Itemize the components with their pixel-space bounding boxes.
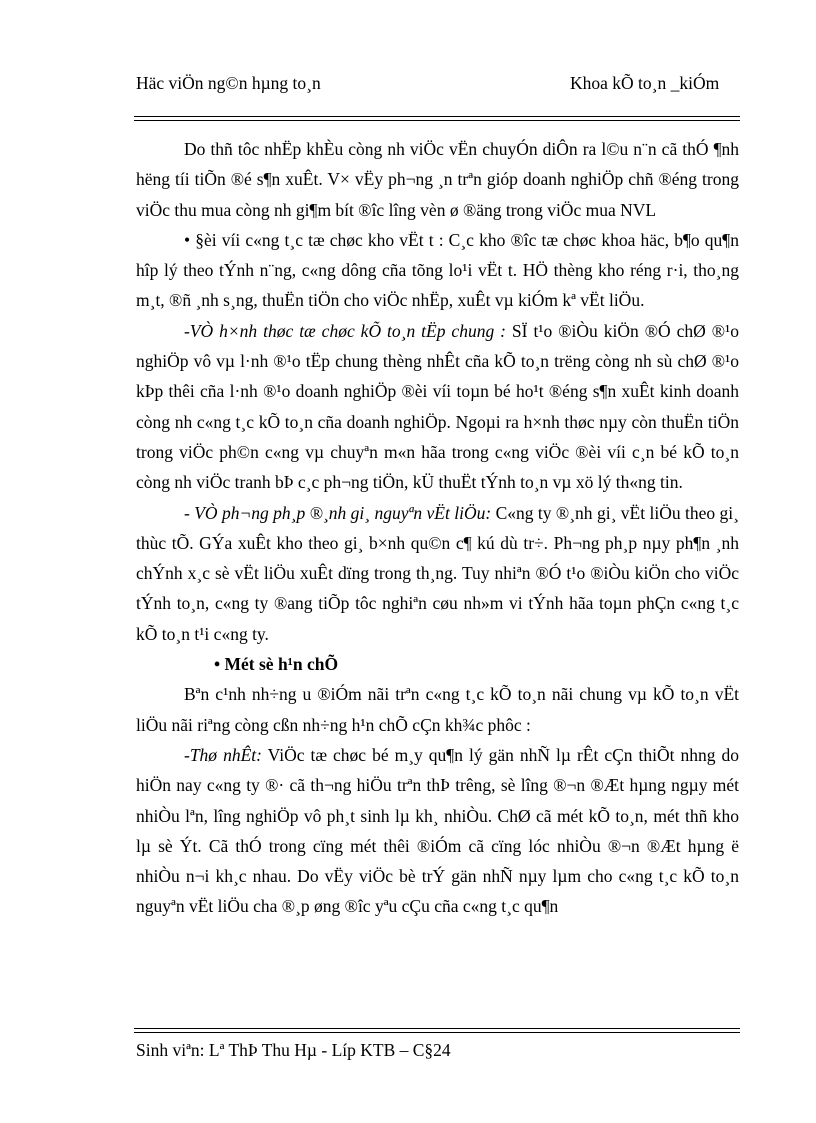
paragraph [136,498,739,649]
paragraph [136,740,739,922]
paragraph-lead: -VÒ h×nh thøc tæ chøc kÕ to¸n tËp chung : [184,320,506,341]
header-institution: Häc viÖn ng©n hµng to¸n [136,73,321,93]
page-footer: Sinh viªn: Lª ThÞ Thu Hµ - Líp KTB – C§24 [136,1040,451,1060]
paragraph: Do thñ tôc nhËp khÈu còng nh viÖc vËn chuyÓn diÔn ra l©u n¨n cã thÓ ¶nh hëng tíi tiÕn ®é s¶n xuÊt. V× vËy ph¬ng ¸n trªn gióp doanh nghiÖp chñ ®éng trong viÖc thu mua còng nh gi¶m bít ®îc lîng vèn ø ®äng trong viÖc mua NVL [136,139,739,220]
paragraph: • §èi víi c«ng t¸c tæ chøc kho vËt t : C¸c kho ®îc tæ chøc khoa häc, b¶o qu¶n hîp lý theo tÝnh n¨ng, c«ng dông cña tõng lo¹i vËt t. HÖ thèng kho réng r·i, tho¸ng m¸t, ®ñ ¸nh s¸ng, thuËn tiÖn cho viÖc nhËp, xuÊt vµ kiÓm kª vËt liÖu. [136,229,739,311]
paragraph-lead: -Thø nhÊt: [184,744,262,765]
header-rule-bottom [134,120,740,121]
header-rule-top [134,116,740,117]
paragraph-text: SÏ t¹o ®iÒu kiÖn ®Ó chØ ®¹o nghiÖp vô vµ l·nh ®¹o tËp chung thèng nhÊt cña kÕ to¸n trëng còng nh sù chØ ®¹o kÞp thêi cña l·nh ®¹o doanh nghiÖp ®èi víi toµn bé ho¹t ®éng s¶n xuÊt kinh doanh còng nh c«ng t¸c kÕ to¸n cña doanh nghiÖp. Ngoµi ra h×nh thøc nµy còn thuËn tiÖn trong viÖc ph©n c«ng vµ chuyªn m«n hãa trong c«ng viÖc ®èi víi c¸n bé kÕ to¸n còng nh viÖc tranh bÞ c¸c ph¬ng tiÖn, kÜ thuËt tÝnh to¸n vµ xö lý th«ng tin. [136,320,739,493]
paragraph: Bªn c¹nh nh÷ng u ®iÓm nãi trªn c«ng t¸c kÕ to¸n nãi chung vµ kÕ to¸n vËt liÖu nãi riªng còng cßn nh÷ng h¹n chÕ cÇn kh¾c phôc : [136,684,739,735]
paragraph-text: C«ng ty ®¸nh gi¸ vËt liÖu theo gi¸ thùc tÕ. GÝa xuÊt kho theo gi¸ b×nh qu©n c¶ kú dù tr÷. Ph¬ng ph¸p nµy ph¶n ¸nh chÝnh x¸c sè vËt liÖu xuÊt dïng trong th¸ng. Tuy nhiªn ®Ó t¹o ®iÒu kiÖn cho viÖc tÝnh to¸n, c«ng ty ®ang tiÕp tôc nghiªn cøu nh»m vi tÝnh hãa toµn phÇn c«ng t¸c kÕ to¸n t¹i c«ng ty. [136,502,739,644]
footer-rule-top [134,1028,740,1029]
paragraph-lead: - VÒ ph¬ng ph¸p ®¸nh gi¸ nguyªn vËt liÖu: [184,502,492,523]
paragraph [136,316,739,498]
header-department: Khoa kÕ to¸n _kiÓm [570,73,720,93]
paragraph-text: ViÖc tæ chøc bé m¸y qu¶n lý gän nhÑ lµ rÊt cÇn thiÕt nhng do hiÖn nay c«ng ty ®· cã th¬ng hiÖu trªn thÞ trêng, sè lîng ®¬n ®Æt hµng ngµy mét nhiÒu lªn, lîng nghiÖp vô ph¸t sinh lµ kh¸ nhiÒu. ChØ cã mét kÕ to¸n, mét thñ kho lµ sè Ýt. Cã thÓ trong cïng mét thêi ®iÓm cã cïng lóc nhiÒu ®¬n ®Æt hµng ë nhiÒu n¬i kh¸c nhau. Do vËy viÖc bè trÝ gän nhÑ nµy lµm cho c«ng t¸c kÕ to¸n nguyªn vËt liÖu cha ®¸p øng ®îc yªu cÇu cña c«ng t¸c qu¶n [136,744,739,917]
section-heading: • Mét sè h¹n chÕ [214,654,339,675]
footer-rule-bottom [134,1032,740,1033]
page-body [136,134,739,922]
